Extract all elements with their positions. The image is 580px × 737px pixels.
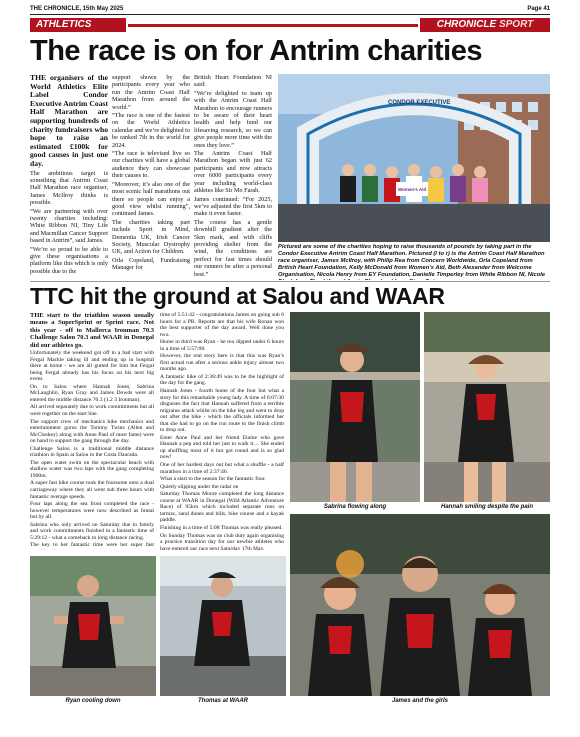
story2-paragraph: Unfortunately the weekend got off to a bad start with Fergal Mackle taking ill and ending up in hospital there at home - we are all gutted for him but Fergal being Fergal already has his focus on his next big event. xyxy=(30,350,154,383)
story2-paragraph: The key to her fantastic time were her super fast xyxy=(30,542,154,549)
story2-lede: THE start to the triathlon season usually means a SuperSprint or Sprint race. Not this year - off to Mallorca Ironman 70.3 Challenge Salou 70.3 and WAAR in Donegal did our athletes go. xyxy=(30,312,154,349)
story1-lede: THE organisers of the World Athletics Elite Label Condor Executive Antrim Coast Half Marathon are supporting hundreds of charity fundraisers who hope to raise an estimated £100k for good causes in just one day. xyxy=(30,74,108,168)
story1-column-2 xyxy=(112,74,190,280)
story1-paragraph: James continued: “For 2025, we’ve adjusted the first 5km to make it even faster. xyxy=(194,195,272,218)
story2-paragraph: The support crew of mechanics bike mechanics and entertainment gurus the Tommy Twins (Allen and McCloskey) along with Anne Paul of most fame) were on hand to support the gang through the day. xyxy=(30,418,154,445)
sabrina-photo xyxy=(290,312,420,502)
story2-paragraph: A fantastic bike of 2:38:49 was to be the highlight of the day for the gang. xyxy=(160,373,284,387)
story2-column-2 xyxy=(160,312,284,550)
section-label-chronicle: CHRONICLE xyxy=(436,19,497,30)
ryan-photo-illustration xyxy=(30,556,156,696)
story1-column-3 xyxy=(194,74,272,280)
section-label-athletics: ATHLETICS xyxy=(30,18,126,32)
story2-paragraph: Hannah Jones - fourth home of the four but what a story for this remarkable young lady. A time of 6:07:30 disguises the fact that Hannah suffered from a terrible migraine attack whilst on the bike leg and went to drop out after the bike - which the officials informed her that she had to go on the run route to the finish climb to drop out. xyxy=(160,388,284,434)
paper-dateline: THE CHRONICLE, 15th May 2025 xyxy=(30,6,124,12)
story2-paragraph: On to Salou where Hannah Jones, Sabrina McLaughlin, Ryan Gray and James Dowds were all entered the middle distance 70.3 (1.2 3 Ironman). xyxy=(30,383,154,403)
story1-paragraph: The course has a gentle downhill gradient after the 5km mark, and with cliffs providing shelter from the wind, the conditions are perfect for fast times should our runners be after a personal best.” xyxy=(194,218,272,278)
charities-photo-caption: Pictured are some of the charities hoping to raise thousands of pounds by taking part in the Condor Executive Antrim Coast Half Marathon. Pictured (l to r) is the Antrim Coast Half Marathon race organiser, James McIlroy, with Philip Rea from Concern Worldwide, Orla Copeland from British Heart Foundation, Kelly McDonald from Women’s Aid, Beth Alexander from Welcome Organisation, Nicola Henry from EY Foundation, Danielle Timperley from White Ribbon NI, Nicole xyxy=(278,244,546,278)
story1-headline: The race is on for Antrim charities xyxy=(30,35,482,67)
story2-paragraph: Quietly slipping under the radar on xyxy=(160,483,239,490)
sabrina-photo-illustration xyxy=(290,312,420,502)
story2-paragraph: One of her hardest days out but what a shuffle - a half marathon in a time of 2:37:46. xyxy=(160,462,284,475)
story2-paragraph: Four laps along the sea front completed the race - however temperatures were now described as brutal but by all. xyxy=(30,501,154,521)
story1-paragraph: “The race is one of the fastest on the World Athletics calendar and we’re delighted to be ranked 7th in the world for 2024. xyxy=(112,112,190,149)
story2-paragraph: Sabrina who only arrived on Saturday due to family and work commitments finished in a fantastic time of 5:29:12 - what a comeback to long distance racing. xyxy=(30,521,154,541)
story2-paragraph: Enter Anne Paul and her friend Elaine who gave Hannah a pep and told her just to walk it… She ended up shuffling most of it but got round and is so glad now! xyxy=(160,434,284,461)
sabrina-caption: Sabrina flowing along xyxy=(323,504,387,510)
story2-paragraph: All arrived separately due to work commitments but all were together on the start line. xyxy=(30,404,154,417)
story1-paragraph: The ambitious target is something that Antrim Coast Half Marathon race organiser, James McIlroy thinks is possible. xyxy=(30,169,108,207)
ryan-caption: Ryan cooling down xyxy=(65,698,121,704)
charities-photo-illustration xyxy=(278,74,550,242)
story1-paragraph: The charities taking part include Sport in Mind, Dementia UK, Irish Cancer Society, Muscular Dystrophy UK, and Action for Children. xyxy=(112,218,190,256)
story1-paragraph: “Moreover, it’s also one of the most scenic half marathons out there so people can enjoy a good view whilst running”, continued James. xyxy=(112,180,190,218)
story2-paragraph: Saturday Thomas Moore completed the long distance course at WAAR in Donegal (Wild Atlantic Adventure Race) of 95km which included separate runs on tarmac, sand dunes and hills, bike course and a kayak paddle. xyxy=(160,491,284,524)
james-group-photo xyxy=(290,514,550,696)
story2-paragraph: What a start to the season for the fantastic four. xyxy=(160,476,266,483)
story2-headline: TTC hit the ground at Salou and WAAR xyxy=(30,283,445,309)
james-caption: James and the girls xyxy=(391,698,449,704)
story2-paragraph: The open water swim on the spectacular beach with shallow water was two laps with the gang completing 1900m. xyxy=(30,459,154,479)
thomas-photo xyxy=(160,556,286,696)
story1-paragraph: British Heart Foundation NI said: xyxy=(194,74,272,89)
story1-paragraph: The Antrim Coast Half Marathon began with just 62 participants and now attracts over 6000 participants every year including world-class athletes like Sir Mo Farah. xyxy=(194,150,272,195)
thomas-photo-illustration xyxy=(160,556,286,696)
story2-paragraph: Finishing in a time of 5:08 Thomas was really pleased. xyxy=(160,524,283,531)
story1-paragraph: support shown by the participants every year who run the Antrim Coast Half Marathon from around the world.” xyxy=(112,74,190,111)
thomas-caption: Thomas at WAAR xyxy=(197,698,248,704)
arch-banner-text: CONDOR EXECUTIVE xyxy=(388,100,451,106)
header-rule xyxy=(30,14,550,15)
charities-group-photo xyxy=(278,74,550,242)
james-group-photo-illustration xyxy=(290,514,550,696)
story1-paragraph: “We’re so proud to be able to give these organisations a platform like this which is only possible due to the xyxy=(30,245,108,275)
hannah-caption: Hannah smiling despite the pain xyxy=(440,504,533,510)
story2-paragraph: time of 5:51:42 - congratulations James on going sub 6 hours for a PB. Reports are that his wife Ronan won the best supporter of the day award. Well done you two. xyxy=(160,312,284,338)
section-label-sport: SPORT xyxy=(498,19,534,30)
story2-paragraph: On Sunday Thomas was on club duty again organising a practice transition day for our newbie athletes who have entered our race next Saturday 17th May. xyxy=(160,532,284,550)
section-label-chronicle-sport xyxy=(420,18,550,32)
story1-column-1 xyxy=(30,74,108,280)
story2-paragraph: However, the real story here is that this was Ryan’s first actual run after a serious ankle injury almost two months ago. xyxy=(160,353,284,373)
story2-column-1 xyxy=(30,312,154,550)
story1-paragraph: “The race is televised live so our charities will have a global audience they can showcase their causes to. xyxy=(112,150,190,180)
story1-paragraph: “We’re delighted to team up with the Antrim Coast Half Marathon to encourage runners to be aware of their heart health and help fund our lifesaving research, so we can give people more time with the ones they love.” xyxy=(194,89,272,149)
story2-paragraph: Home in third was Ryan - he too dipped under 6 hours in a time of 5:57:08. xyxy=(160,339,284,352)
story1-paragraph: Orla Copeland, Fundraising Manager for xyxy=(112,256,190,272)
page-header xyxy=(30,4,550,14)
sign-text: Women’s Aid xyxy=(398,187,427,192)
story2-paragraph: A super fast bike course took the foursome onto a dual carriageway where they all went sub three hours with fantastic average speeds. xyxy=(30,480,154,500)
hannah-photo-illustration xyxy=(424,312,550,502)
section-rule xyxy=(128,24,418,27)
hannah-photo xyxy=(424,312,550,502)
story1-paragraph: “We are partnering with over twenty charities including: White Ribbon NI, Tiny Life and Macmillan Cancer Support based in Antrim”, said James. xyxy=(30,207,108,245)
page-number: Page 41 xyxy=(527,6,550,12)
ryan-photo xyxy=(30,556,156,696)
story2-paragraph: Challenge Salou is a traditional middle distance triathlon in Spain at Salou in the Costa Daurada. xyxy=(30,445,154,459)
